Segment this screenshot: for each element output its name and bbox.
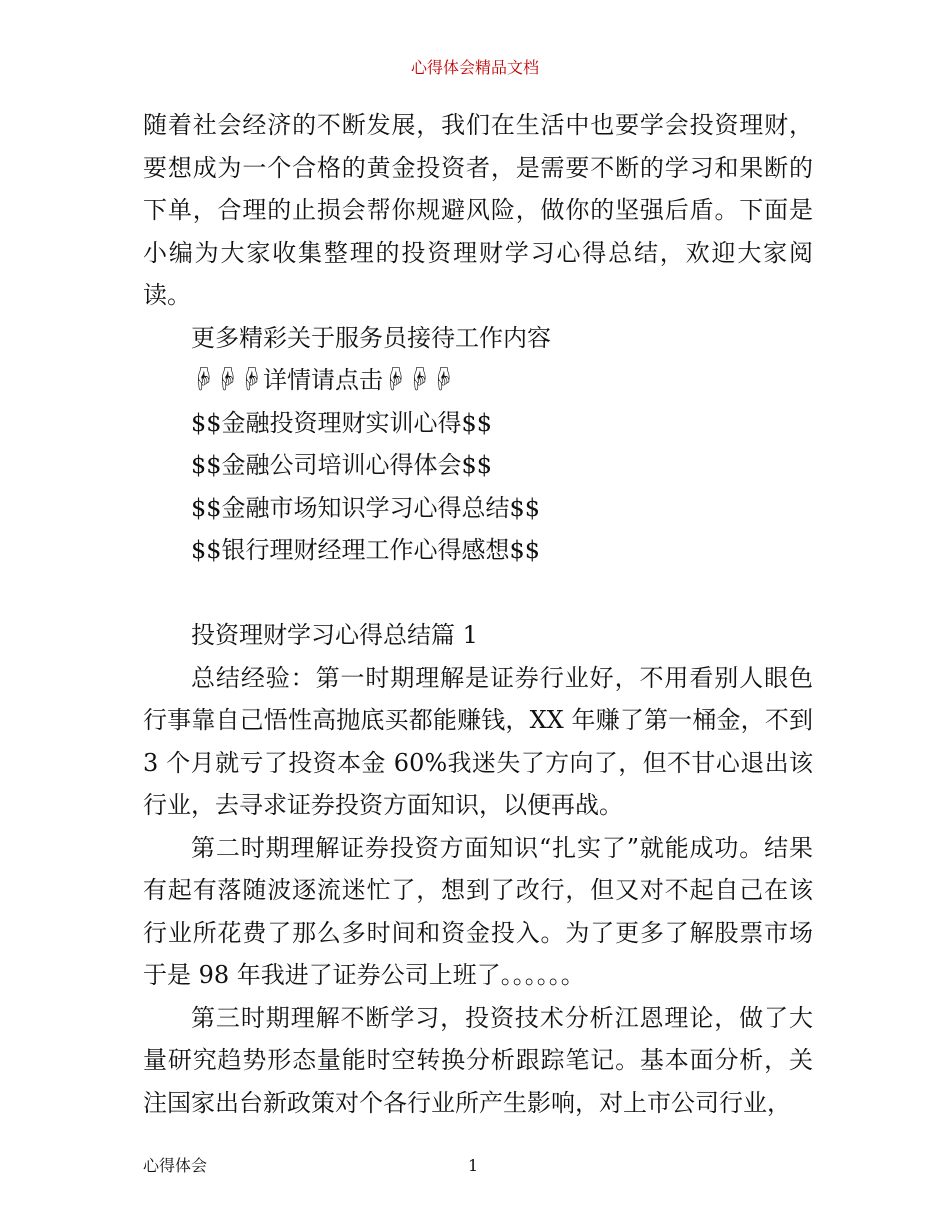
article-paragraph: 第三时期理解不断学习，投资技术分析江恩理论，做了大量研究趋势形态量能时空转换分析跟踪笔记。基本面分析，关注国家出台新政策对个各行业所产生影响，对上市公司行业， [143, 1003, 813, 1117]
related-link[interactable]: $$金融公司培训心得体会$$ [191, 451, 493, 479]
related-link[interactable]: $$金融投资理财实训心得$$ [191, 408, 493, 437]
related-link[interactable]: $$金融市场知识学习心得总结$$ [191, 493, 541, 522]
document-header: 心得体会精品文档 [410, 58, 539, 77]
more-heading: 更多精彩关于服务员接待工作内容 [191, 323, 551, 352]
footer-label: 心得体会 [143, 1156, 208, 1175]
document-body [143, 104, 813, 1124]
page-number: 1 [468, 1156, 479, 1175]
related-link[interactable]: $$银行理财经理工作心得感想$$ [191, 536, 541, 564]
blank-line [143, 572, 813, 615]
click-hint[interactable]: ☟☟☟详情请点击☟☟☟ [191, 366, 455, 394]
article-paragraph: 第二时期理解证券投资方面知识“扎实了”就能成功。结果有起有落随波逐流迷忙了，想到了改行，但又对不起自己在该行业所花费了那么多时间和资金投入。为了更多了解股票市场于是 98 年我进了证券公司上班了。。。。。。 [143, 833, 813, 989]
article-title: 投资理财学习心得总结篇 1 [191, 621, 478, 649]
intro-paragraph: 随着社会经济的不断发展，我们在生活中也要学会投资理财，要想成为一个合格的黄金投资者，是需要不断的学习和果断的下单，合理的止损会帮你规避风险，做你的坚强后盾。下面是小编为大家收集整理的投资理财学习心得总结，欢迎大家阅读。 [143, 111, 813, 309]
article-paragraph: 总结经验：第一时期理解是证券行业好，不用看别人眼色行事靠自己悟性高抛底买都能赚钱，XX 年赚了第一桶金，不到 3 个月就亏了投资本金 60%我迷失了方向了，但不甘心退出该行业，去寻求证券投资方面知识，以便再战。 [143, 663, 813, 819]
